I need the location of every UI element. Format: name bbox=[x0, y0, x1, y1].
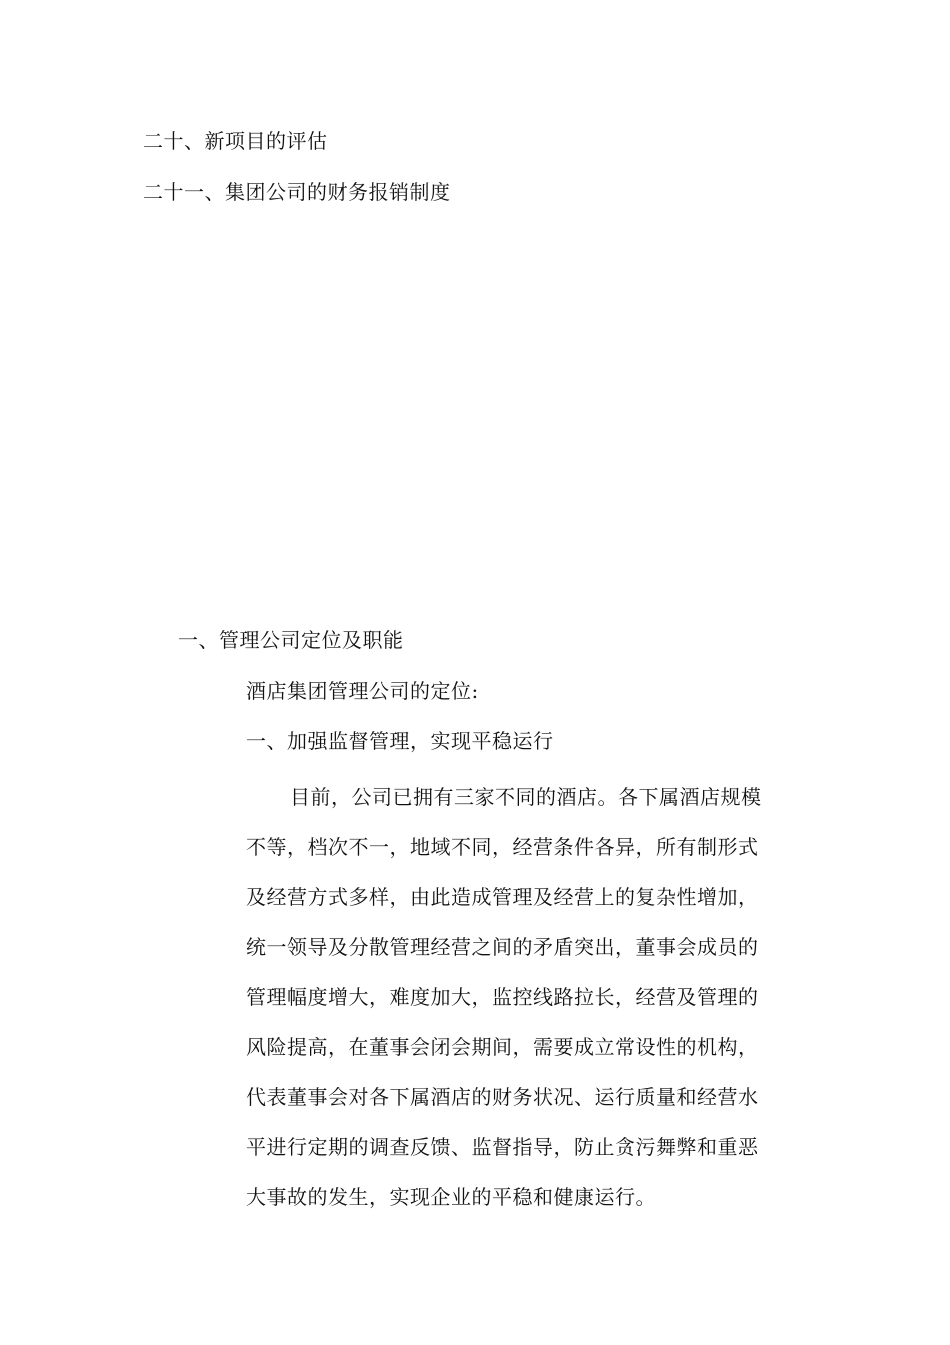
paragraph-line: 管理幅度增大，难度加大，监控线路拉长，经营及管理的 bbox=[246, 985, 759, 1009]
section-heading: 一、管理公司定位及职能 bbox=[178, 628, 404, 652]
section-intro: 酒店集团管理公司的定位: bbox=[246, 679, 479, 703]
paragraph-line: 大事故的发生，实现企业的平稳和健康运行。 bbox=[246, 1185, 656, 1209]
paragraph-line: 统一领导及分散管理经营之间的矛盾突出，董事会成员的 bbox=[246, 935, 759, 959]
paragraph-line: 及经营方式多样，由此造成管理及经营上的复杂性增加， bbox=[246, 885, 759, 909]
paragraph-line: 不等，档次不一，地域不同，经营条件各异，所有制形式 bbox=[246, 835, 759, 859]
paragraph-line: 代表董事会对各下属酒店的财务状况、运行质量和经营水 bbox=[246, 1085, 759, 1109]
toc-entry-new-project-evaluation: 二十、新项目的评估 bbox=[143, 129, 328, 153]
paragraph-line: 风险提高，在董事会闭会期间，需要成立常设性的机构， bbox=[246, 1035, 759, 1059]
section-subheading: 一、加强监督管理，实现平稳运行 bbox=[246, 729, 554, 753]
paragraph-line: 平进行定期的调查反馈、监督指导，防止贪污舞弊和重恶 bbox=[246, 1135, 759, 1159]
body-paragraph bbox=[246, 772, 786, 1222]
paragraph-line: 目前，公司已拥有三家不同的酒店。各下属酒店规模 bbox=[290, 785, 762, 809]
toc-entry-expense-reimbursement: 二十一、集团公司的财务报销制度 bbox=[143, 180, 451, 204]
